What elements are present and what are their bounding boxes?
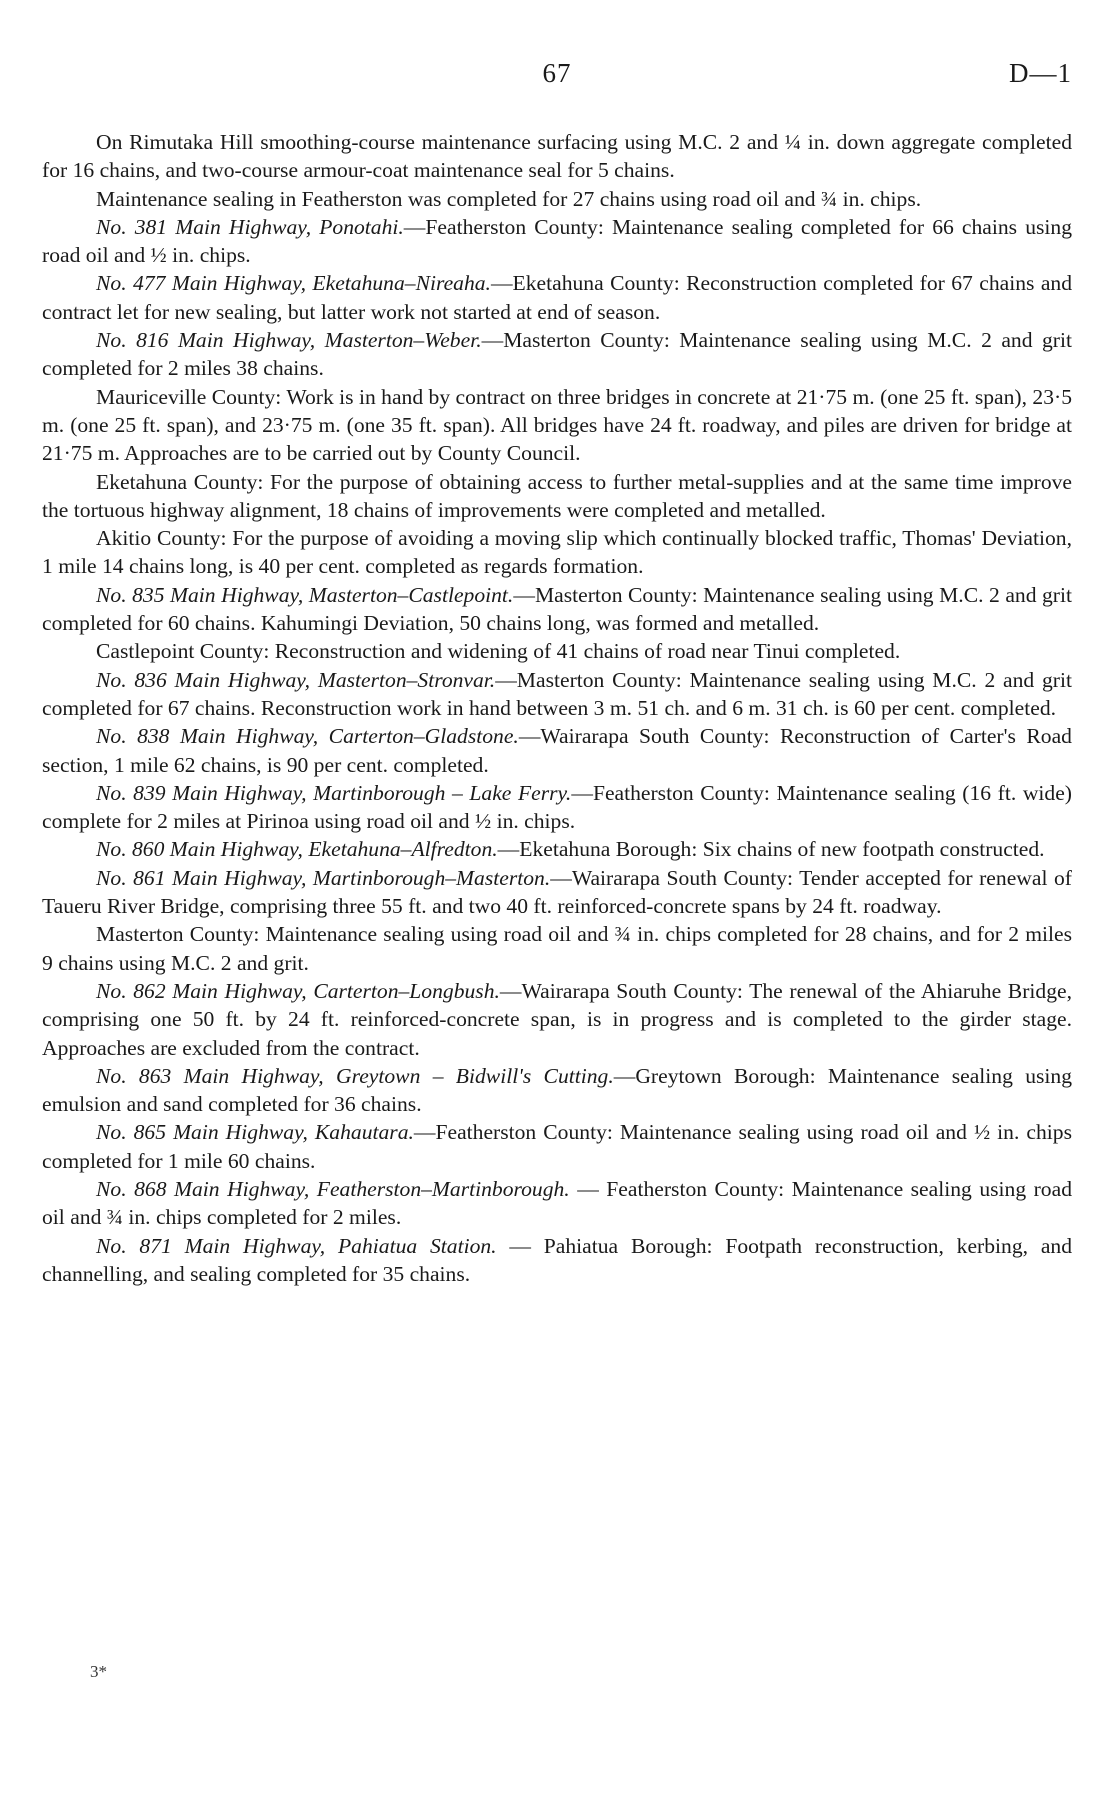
- document-reference: D—1: [1009, 58, 1072, 88]
- highway-heading: No. 839 Main Highway, Martinborough – Lake Ferry.: [96, 780, 572, 805]
- page-number: 67: [542, 58, 572, 88]
- paragraph: [42, 977, 1072, 1062]
- paragraph-text: On Rimutaka Hill smoothing-course maintenance surfacing using M.C. 2 and ¼ in. down aggregate completed for 16 chains, and two-course armour-coat maintenance seal for 5 chains.: [42, 130, 1072, 183]
- paragraph-text: Mauriceville County: Work is in hand by contract on three bridges in concrete at 21·75 m. (one 25 ft. span), 23·5 m. (one 25 ft. span), and 23·75 m. (one 35 ft. span). All bridges have 24 ft. roadway, and piles are driven for bridge at 21·75 m. Approaches are to be carried out by County Council.: [42, 384, 1072, 466]
- paragraph: [42, 920, 1072, 977]
- paragraph: [42, 326, 1072, 383]
- paragraph: [42, 1175, 1072, 1232]
- highway-heading: No. 835 Main Highway, Masterton–Castlepoint.: [96, 582, 514, 607]
- page-header: [42, 58, 1072, 98]
- paragraph-text: —Featherston County: Maintenance sealing using road oil and ½ in. chips completed for 1 mile 60 chains.: [42, 1120, 1072, 1173]
- report-body: [42, 128, 1072, 1288]
- paragraph: [42, 722, 1072, 779]
- paragraph: [42, 835, 1072, 863]
- highway-heading: No. 861 Main Highway, Martinborough–Masterton.: [96, 865, 551, 890]
- paragraph: [42, 1232, 1072, 1289]
- paragraph-text: Castlepoint County: Reconstruction and widening of 41 chains of road near Tinui completed.: [96, 639, 901, 664]
- paragraph: [42, 185, 1072, 213]
- paragraph: [42, 1062, 1072, 1119]
- highway-heading: No. 863 Main Highway, Greytown – Bidwill's Cutting.: [96, 1063, 614, 1088]
- highway-heading: No. 862 Main Highway, Carterton–Longbush.: [96, 978, 500, 1003]
- paragraph-text: —Greytown Borough: Maintenance sealing using emulsion and sand completed for 36 chains.: [42, 1063, 1072, 1117]
- paragraph-text: Masterton County: Maintenance sealing using road oil and ¾ in. chips completed for 28 chains, and for 2 miles 9 chains using M.C. 2 and grit.: [42, 922, 1072, 975]
- paragraph: [42, 269, 1072, 326]
- paragraph-text: —Wairarapa South County: Reconstruction of Carter's Road section, 1 mile 62 chains, is 90 per cent. completed.: [42, 724, 1072, 777]
- paragraph-text: Akitio County: For the purpose of avoiding a moving slip which continually blocked traffic, Thomas' Deviation, 1 mile 14 chains long, is 40 per cent. completed as regards formation.: [42, 526, 1072, 579]
- highway-heading: No. 865 Main Highway, Kahautara.: [96, 1120, 414, 1145]
- highway-heading: No. 477 Main Highway, Eketahuna–Nireaha.: [96, 271, 491, 296]
- highway-heading: No. 838 Main Highway, Carterton–Gladstone.: [96, 724, 519, 749]
- paragraph: [42, 524, 1072, 581]
- paragraph-text: — Featherston County: Maintenance sealing using road oil and ¾ in. chips completed for 2 miles.: [42, 1176, 1072, 1230]
- highway-heading: No. 836 Main Highway, Masterton–Stronvar.: [96, 667, 496, 692]
- paragraph-text: —Wairarapa South County: The renewal of the Ahiaruhe Bridge, comprising one 50 ft. by 24 ft. reinforced-concrete span, is in progress and is completed to the girder stage. Approaches are excluded from the contract.: [42, 978, 1072, 1060]
- paragraph-text: Maintenance sealing in Featherston was completed for 27 chains using road oil and ¾ in. chips.: [96, 186, 922, 211]
- paragraph-text: —Masterton County: Maintenance sealing using M.C. 2 and grit completed for 60 chains. Kahumingi Deviation, 50 chains long, was formed and metalled.: [42, 582, 1072, 636]
- highway-heading: No. 871 Main Highway, Pahiatua Station.: [96, 1233, 497, 1258]
- paragraph: [42, 666, 1072, 723]
- paragraph-text: —Featherston County: Maintenance sealing completed for 66 chains using road oil and ½ in. chips.: [42, 214, 1072, 268]
- paragraph: [42, 213, 1072, 270]
- highway-heading: No. 860 Main Highway, Eketahuna–Alfredton.: [96, 837, 498, 862]
- highway-heading: No. 868 Main Highway, Featherston–Martinborough.: [96, 1176, 570, 1201]
- paragraph-text: — Pahiatua Borough: Footpath reconstruction, kerbing, and channelling, and sealing completed for 35 chains.: [42, 1233, 1072, 1286]
- paragraph-text: —Eketahuna Borough: Six chains of new footpath constructed.: [497, 837, 1045, 862]
- paragraph: [42, 383, 1072, 468]
- paragraph-text: Eketahuna County: For the purpose of obtaining access to further metal-supplies and at the same time improve the tortuous highway alignment, 18 chains of improvements were completed and metalled.: [42, 469, 1072, 522]
- paragraph-text: —Wairarapa South County: Tender accepted for renewal of Taueru River Bridge, comprising three 55 ft. and two 40 ft. reinforced-concrete spans by 24 ft. roadway.: [42, 865, 1072, 919]
- paragraph-text: —Eketahuna County: Reconstruction completed for 67 chains and contract let for new sealing, but latter work not started at end of season.: [42, 271, 1073, 324]
- paragraph: [42, 864, 1072, 921]
- signature-mark: 3*: [90, 1662, 107, 1681]
- paragraph-text: —Masterton County: Maintenance sealing using M.C. 2 and grit completed for 67 chains. Reconstruction work in hand between 3 m. 51 ch. and 6 m. 31 ch. is 60 per cent. completed.: [42, 667, 1072, 720]
- paragraph-text: —Featherston County: Maintenance sealing (16 ft. wide) complete for 2 miles at Pirinoa using road oil and ½ in. chips.: [42, 780, 1072, 834]
- paragraph: [42, 468, 1072, 525]
- paragraph: [42, 1118, 1072, 1175]
- highway-heading: No. 816 Main Highway, Masterton–Weber.: [96, 328, 482, 353]
- paragraph: [42, 128, 1072, 185]
- paragraph: [42, 779, 1072, 836]
- paragraph: [42, 581, 1072, 638]
- highway-heading: No. 381 Main Highway, Ponotahi.: [96, 214, 404, 239]
- paragraph-text: —Masterton County: Maintenance sealing using M.C. 2 and grit completed for 2 miles 38 chains.: [42, 328, 1072, 381]
- paragraph: [42, 637, 1072, 665]
